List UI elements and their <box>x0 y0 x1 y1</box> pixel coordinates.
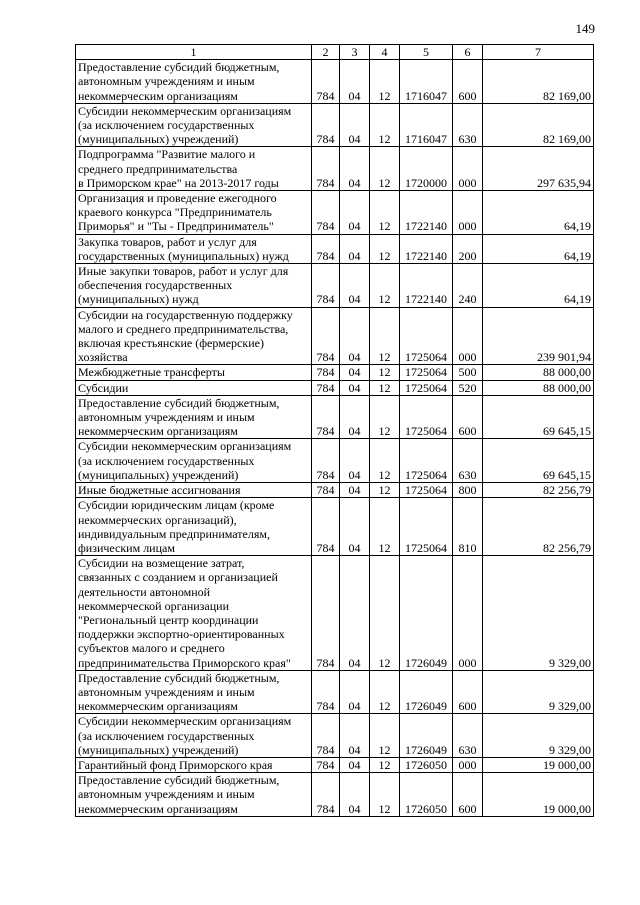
amount-cell: 297 635,94 <box>483 147 594 191</box>
row-name-cell: Иные бюджетные ассигнования <box>76 483 312 498</box>
code-cell: 1726049 <box>400 556 453 671</box>
column-header: 5 <box>400 45 453 60</box>
code-cell: 240 <box>453 264 483 308</box>
code-cell: 600 <box>453 395 483 439</box>
code-cell: 200 <box>453 234 483 263</box>
code-cell: 12 <box>370 60 400 104</box>
amount-cell: 9 329,00 <box>483 714 594 758</box>
row-name-cell: Субсидии юридическим лицам (кроме некоммерческих организаций), индивидуальным предпринимателям, физическим лицам <box>76 498 312 556</box>
amount-cell: 88 000,00 <box>483 380 594 395</box>
row-name-cell: Субсидии <box>76 380 312 395</box>
code-cell: 04 <box>340 307 370 365</box>
code-cell: 04 <box>340 103 370 147</box>
code-cell: 784 <box>312 147 340 191</box>
page-number: 149 <box>575 21 595 36</box>
row-name-cell: Иные закупки товаров, работ и услуг для обеспечения государственных (муниципальных) нужд <box>76 264 312 308</box>
code-cell: 784 <box>312 103 340 147</box>
row-name-cell: Закупка товаров, работ и услуг для государственных (муниципальных) нужд <box>76 234 312 263</box>
table-row <box>76 670 594 714</box>
code-cell: 04 <box>340 439 370 483</box>
code-cell: 784 <box>312 670 340 714</box>
table-row <box>76 60 594 104</box>
code-cell: 630 <box>453 714 483 758</box>
column-header: 3 <box>340 45 370 60</box>
amount-cell: 19 000,00 <box>483 773 594 817</box>
code-cell: 04 <box>340 60 370 104</box>
table-row <box>76 395 594 439</box>
amount-cell: 19 000,00 <box>483 757 594 772</box>
amount-cell: 239 901,94 <box>483 307 594 365</box>
code-cell: 12 <box>370 264 400 308</box>
code-cell: 04 <box>340 498 370 556</box>
code-cell: 784 <box>312 714 340 758</box>
code-cell: 1725064 <box>400 365 453 380</box>
code-cell: 12 <box>370 714 400 758</box>
code-cell: 12 <box>370 757 400 772</box>
amount-cell: 64,19 <box>483 191 594 235</box>
header-row <box>76 45 594 60</box>
code-cell: 630 <box>453 103 483 147</box>
code-cell: 12 <box>370 439 400 483</box>
code-cell: 1716047 <box>400 103 453 147</box>
amount-cell: 82 169,00 <box>483 60 594 104</box>
code-cell: 784 <box>312 191 340 235</box>
row-name-cell: Субсидии некоммерческим организациям (за исключением государственных (муниципальных) учреждений) <box>76 439 312 483</box>
code-cell: 1725064 <box>400 483 453 498</box>
code-cell: 12 <box>370 483 400 498</box>
amount-cell: 88 000,00 <box>483 365 594 380</box>
table-row <box>76 147 594 191</box>
code-cell: 1726050 <box>400 757 453 772</box>
code-cell: 04 <box>340 670 370 714</box>
code-cell: 000 <box>453 147 483 191</box>
code-cell: 784 <box>312 757 340 772</box>
code-cell: 784 <box>312 556 340 671</box>
code-cell: 784 <box>312 234 340 263</box>
code-cell: 12 <box>370 234 400 263</box>
code-cell: 1725064 <box>400 307 453 365</box>
column-header: 7 <box>483 45 594 60</box>
code-cell: 1722140 <box>400 234 453 263</box>
code-cell: 1720000 <box>400 147 453 191</box>
amount-cell: 82 169,00 <box>483 103 594 147</box>
code-cell: 04 <box>340 264 370 308</box>
column-header: 2 <box>312 45 340 60</box>
code-cell: 12 <box>370 773 400 817</box>
code-cell: 800 <box>453 483 483 498</box>
row-name-cell: Субсидии некоммерческим организациям (за исключением государственных (муниципальных) учреждений) <box>76 103 312 147</box>
code-cell: 000 <box>453 191 483 235</box>
row-name-cell: Предоставление субсидий бюджетным, автономным учреждениям и иным некоммерческим организациям <box>76 60 312 104</box>
code-cell: 784 <box>312 483 340 498</box>
code-cell: 12 <box>370 498 400 556</box>
code-cell: 04 <box>340 147 370 191</box>
code-cell: 1725064 <box>400 498 453 556</box>
row-name-cell: Подпрограмма "Развитие малого и среднего предпринимательства в Приморском крае" на 2013-2017 годы <box>76 147 312 191</box>
code-cell: 12 <box>370 670 400 714</box>
table-row <box>76 264 594 308</box>
code-cell: 784 <box>312 498 340 556</box>
code-cell: 810 <box>453 498 483 556</box>
table-row <box>76 234 594 263</box>
code-cell: 04 <box>340 714 370 758</box>
code-cell: 000 <box>453 307 483 365</box>
code-cell: 600 <box>453 60 483 104</box>
amount-cell: 69 645,15 <box>483 439 594 483</box>
code-cell: 520 <box>453 380 483 395</box>
code-cell: 784 <box>312 380 340 395</box>
code-cell: 784 <box>312 439 340 483</box>
row-name-cell: Субсидии на возмещение затрат, связанных с созданием и организацией деятельности автономной некоммерческой организации "Региональный центр координации поддержки экспортно-ориентированных субъектов малого и среднего предпринимательства Приморского края" <box>76 556 312 671</box>
code-cell: 000 <box>453 757 483 772</box>
amount-cell: 64,19 <box>483 264 594 308</box>
code-cell: 12 <box>370 395 400 439</box>
amount-cell: 82 256,79 <box>483 483 594 498</box>
table-row <box>76 773 594 817</box>
amount-cell: 69 645,15 <box>483 395 594 439</box>
amount-cell: 64,19 <box>483 234 594 263</box>
code-cell: 04 <box>340 234 370 263</box>
code-cell: 12 <box>370 380 400 395</box>
code-cell: 1726049 <box>400 714 453 758</box>
row-name-cell: Предоставление субсидий бюджетным, автономным учреждениям и иным некоммерческим организациям <box>76 773 312 817</box>
row-name-cell: Предоставление субсидий бюджетным, автономным учреждениям и иным некоммерческим организациям <box>76 670 312 714</box>
table-row <box>76 439 594 483</box>
table-row <box>76 556 594 671</box>
amount-cell: 9 329,00 <box>483 670 594 714</box>
code-cell: 04 <box>340 365 370 380</box>
row-name-cell: Субсидии на государственную поддержку малого и среднего предпринимательства, включая крестьянские (фермерские) хозяйства <box>76 307 312 365</box>
code-cell: 04 <box>340 191 370 235</box>
code-cell: 12 <box>370 103 400 147</box>
amount-cell: 82 256,79 <box>483 498 594 556</box>
table-row <box>76 307 594 365</box>
code-cell: 12 <box>370 147 400 191</box>
code-cell: 1726049 <box>400 670 453 714</box>
table-row <box>76 380 594 395</box>
code-cell: 1716047 <box>400 60 453 104</box>
code-cell: 784 <box>312 264 340 308</box>
code-cell: 630 <box>453 439 483 483</box>
code-cell: 12 <box>370 556 400 671</box>
code-cell: 12 <box>370 307 400 365</box>
row-name-cell: Межбюджетные трансферты <box>76 365 312 380</box>
row-name-cell: Субсидии некоммерческим организациям (за исключением государственных (муниципальных) учреждений) <box>76 714 312 758</box>
table-row <box>76 103 594 147</box>
table-row <box>76 498 594 556</box>
amount-cell: 9 329,00 <box>483 556 594 671</box>
code-cell: 1722140 <box>400 191 453 235</box>
code-cell: 04 <box>340 380 370 395</box>
column-header: 1 <box>76 45 312 60</box>
table-row <box>76 191 594 235</box>
code-cell: 04 <box>340 395 370 439</box>
code-cell: 1725064 <box>400 380 453 395</box>
code-cell: 784 <box>312 365 340 380</box>
code-cell: 600 <box>453 773 483 817</box>
code-cell: 500 <box>453 365 483 380</box>
table-row <box>76 757 594 772</box>
row-name-cell: Организация и проведение ежегодного краевого конкурса "Предприниматель Приморья" и "Ты - Предприниматель" <box>76 191 312 235</box>
code-cell: 04 <box>340 556 370 671</box>
code-cell: 784 <box>312 395 340 439</box>
table-row <box>76 714 594 758</box>
row-name-cell: Гарантийный фонд Приморского края <box>76 757 312 772</box>
budget-table <box>75 44 594 817</box>
code-cell: 784 <box>312 773 340 817</box>
code-cell: 600 <box>453 670 483 714</box>
code-cell: 000 <box>453 556 483 671</box>
code-cell: 04 <box>340 483 370 498</box>
table-row <box>76 365 594 380</box>
code-cell: 12 <box>370 191 400 235</box>
code-cell: 04 <box>340 757 370 772</box>
code-cell: 1725064 <box>400 439 453 483</box>
code-cell: 784 <box>312 60 340 104</box>
column-header: 4 <box>370 45 400 60</box>
code-cell: 1725064 <box>400 395 453 439</box>
column-header: 6 <box>453 45 483 60</box>
code-cell: 04 <box>340 773 370 817</box>
code-cell: 784 <box>312 307 340 365</box>
table-row <box>76 483 594 498</box>
row-name-cell: Предоставление субсидий бюджетным, автономным учреждениям и иным некоммерческим организациям <box>76 395 312 439</box>
code-cell: 12 <box>370 365 400 380</box>
code-cell: 1722140 <box>400 264 453 308</box>
code-cell: 1726050 <box>400 773 453 817</box>
